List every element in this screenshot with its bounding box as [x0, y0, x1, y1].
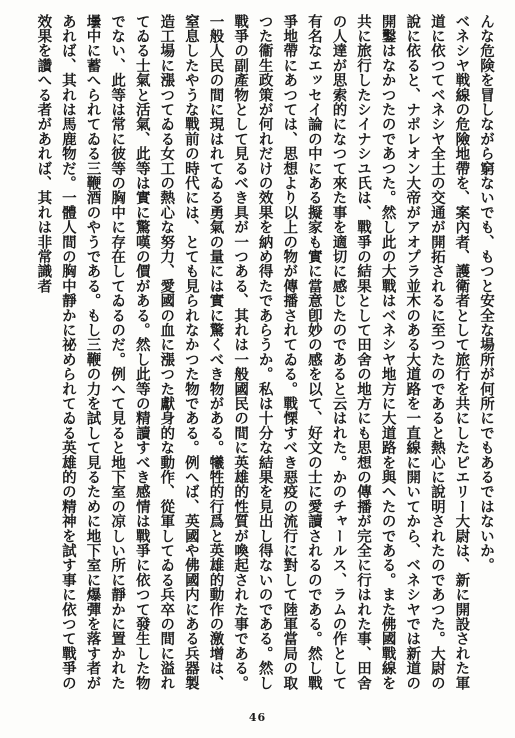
body-text-vertical: [30, 14, 498, 694]
paragraph-1: んな危険を冒しながら窮ないでも、もつと安全な場所が何所にでもあるではないか。: [478, 14, 495, 573]
paragraph-2: ベネシヤ戦線の危險地帶を、案內者、護衛者として旅行を共にしたピエリー大尉は、新に開設された軍道に依つてベネシヤ全土の交通が開拓されるに至つたのであると熱心に說明されたのであつた。大尉の說に依ると、ナポレオン大帝がアオプラ並木のある大道路を一直線に開いてから、ベネシヤでは新道の開鑿はなかつたのであつた。然し此の大戰はベネシヤ地方に大道路を與へたのである。また佛國戰線を共に旅行したシイナシユ氏は、戰爭の結果として田舍の地方にも思想の傳播が完全に行はれた事、田舍の人達が思索的になつて來た事を適切に感じたのであると云はれた。かのチャールス、ラムの作として有名なエッセイ論の中にある擬家も實に當意卽妙の感を以て、好文の士に愛讀されるのである。然し戰爭地帶にあつては、思想より以上の物が傳播されてゐる。戰慄すべき惡疫の流行に對して陸軍當局の取つた衞生政策が何れだけの效果を納め得たであらうか。私は十分な結果を見出し得ないのである。然し戰爭の副產物として見るべき具が一つある、其れは一般國民の間に英雄的性質が喚起された事である。一般人民の間に現はれてゐる勇氣の量には實に驚くべき物がある。犧牲的行爲と英雄的動作の激增は、窒息したやうな戰前の時代には、とても見られなかつた物である。例へば、英國や佛國内にある兵器製造工場に漲つてゐる女工の熱心な努力、愛國の血に漲つた獻身的な動作、從軍してゐる兵卒の間に溢れてゐる士氣と活氣、此等は實に驚嘆の價がある。然し此等の精讀すべき感情は戰爭に依つて發生した物でない、此等は常に彼等の胸中に存在してゐるのだ。例へて見ると地下室の凉しい所に靜かに置かれた壜中に蓄へられてゐる三鞭酒のやうである。もし三鞭の力を試して見るために地下室に爆彈を落す者があれば、其れは馬鹿物だ。一體人間の胸中靜かに祕められてゐる英雄的の精神を試す事に依つて戰爭の效果を讚へる者があれば、其れは非常識者: [35, 14, 471, 691]
page-number: 46: [248, 711, 267, 724]
